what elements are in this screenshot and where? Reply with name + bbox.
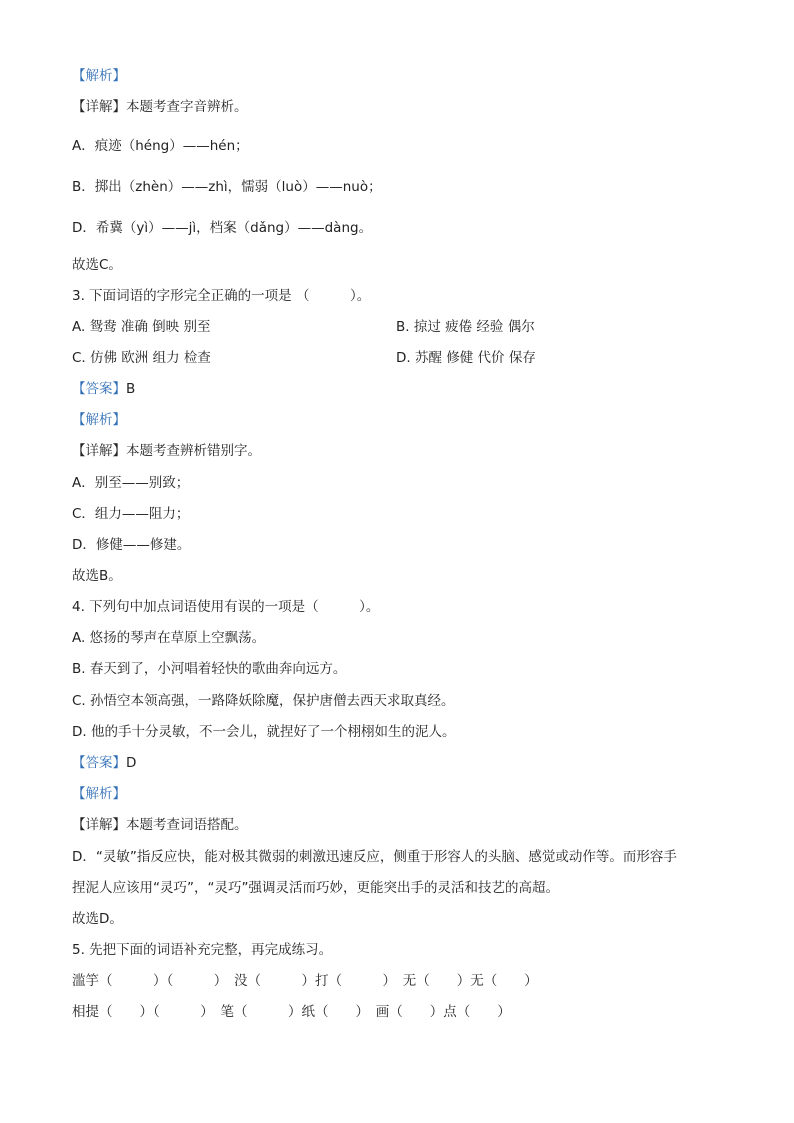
explanation-c-3: C．组力——阻力；	[72, 506, 190, 522]
q3-option-c: C. 仿佛 欧洲 组力 检查	[72, 350, 211, 366]
selection-1: 故选C。	[72, 257, 122, 273]
analysis-heading-4: 【解析】	[72, 786, 126, 802]
q5-row-2: 相提（ ）（ ） 笔（ ）纸（ ） 画（ ）点（ ）	[72, 1004, 511, 1020]
q4-option-d: D. 他的手十分灵敏，不一会儿，就捏好了一个栩栩如生的泥人。	[72, 724, 456, 740]
analysis-heading-3: 【解析】	[72, 412, 126, 428]
question-4: 4. 下列句中加点词语使用有误的一项是（ ）。	[72, 599, 380, 615]
explanation-b-1: B．掷出（zhèn）——zhì，懦弱（luò）——nuò；	[72, 179, 382, 195]
selection-3: 故选B。	[72, 568, 122, 584]
q4-option-b: B. 春天到了，小河唱着轻快的歌曲奔向远方。	[72, 661, 347, 677]
question-5: 5. 先把下面的词语补充完整，再完成练习。	[72, 942, 333, 958]
detail-heading-1: 【详解】本题考查字音辨析。	[72, 99, 248, 115]
detail-heading-3: 【详解】本题考查辨析错别字。	[72, 443, 261, 459]
q5-row-1: 滥竽（ ）（ ） 没（ ）打（ ） 无（ ）无（ ）	[72, 973, 538, 989]
explanation-a-1: A．痕迹（héng）——hén；	[72, 138, 249, 154]
explanation-d-3: D．修健——修建。	[72, 537, 191, 553]
analysis-heading-1: 【解析】	[72, 68, 126, 84]
explanation-d-4-line1: D．“灵敏”指反应快，能对极其微弱的刺激迅速反应，侧重于形容人的头脑、感觉或动作等。而形容手	[72, 849, 677, 865]
explanation-d-1: D．希冀（yì）——jì，档案（dǎng）——dàng。	[72, 220, 373, 236]
q3-option-d: D. 苏醒 修健 代价 保存	[396, 350, 536, 366]
q4-option-c: C. 孙悟空本领高强，一路降妖除魔，保护唐僧去西天求取真经。	[72, 693, 455, 709]
q3-option-a: A. 鸳鸯 准确 倒映 别至	[72, 319, 211, 335]
detail-heading-4: 【详解】本题考查词语搭配。	[72, 817, 248, 833]
q4-option-a: A. 悠扬的琴声在草原上空飘荡。	[72, 630, 266, 646]
explanation-d-4-line2: 捏泥人应该用“灵巧”，“灵巧”强调灵活而巧妙，更能突出手的灵活和技艺的高超。	[72, 880, 559, 896]
answer-4: 【答案】D	[72, 755, 137, 771]
selection-4: 故选D。	[72, 911, 123, 927]
explanation-a-3: A．别至——别致；	[72, 475, 190, 491]
answer-3: 【答案】B	[72, 381, 136, 397]
question-3: 3. 下面词语的字形完全正确的一项是 （ ）。	[72, 288, 371, 304]
q3-option-b: B. 掠过 疲倦 经验 偶尔	[396, 319, 535, 335]
